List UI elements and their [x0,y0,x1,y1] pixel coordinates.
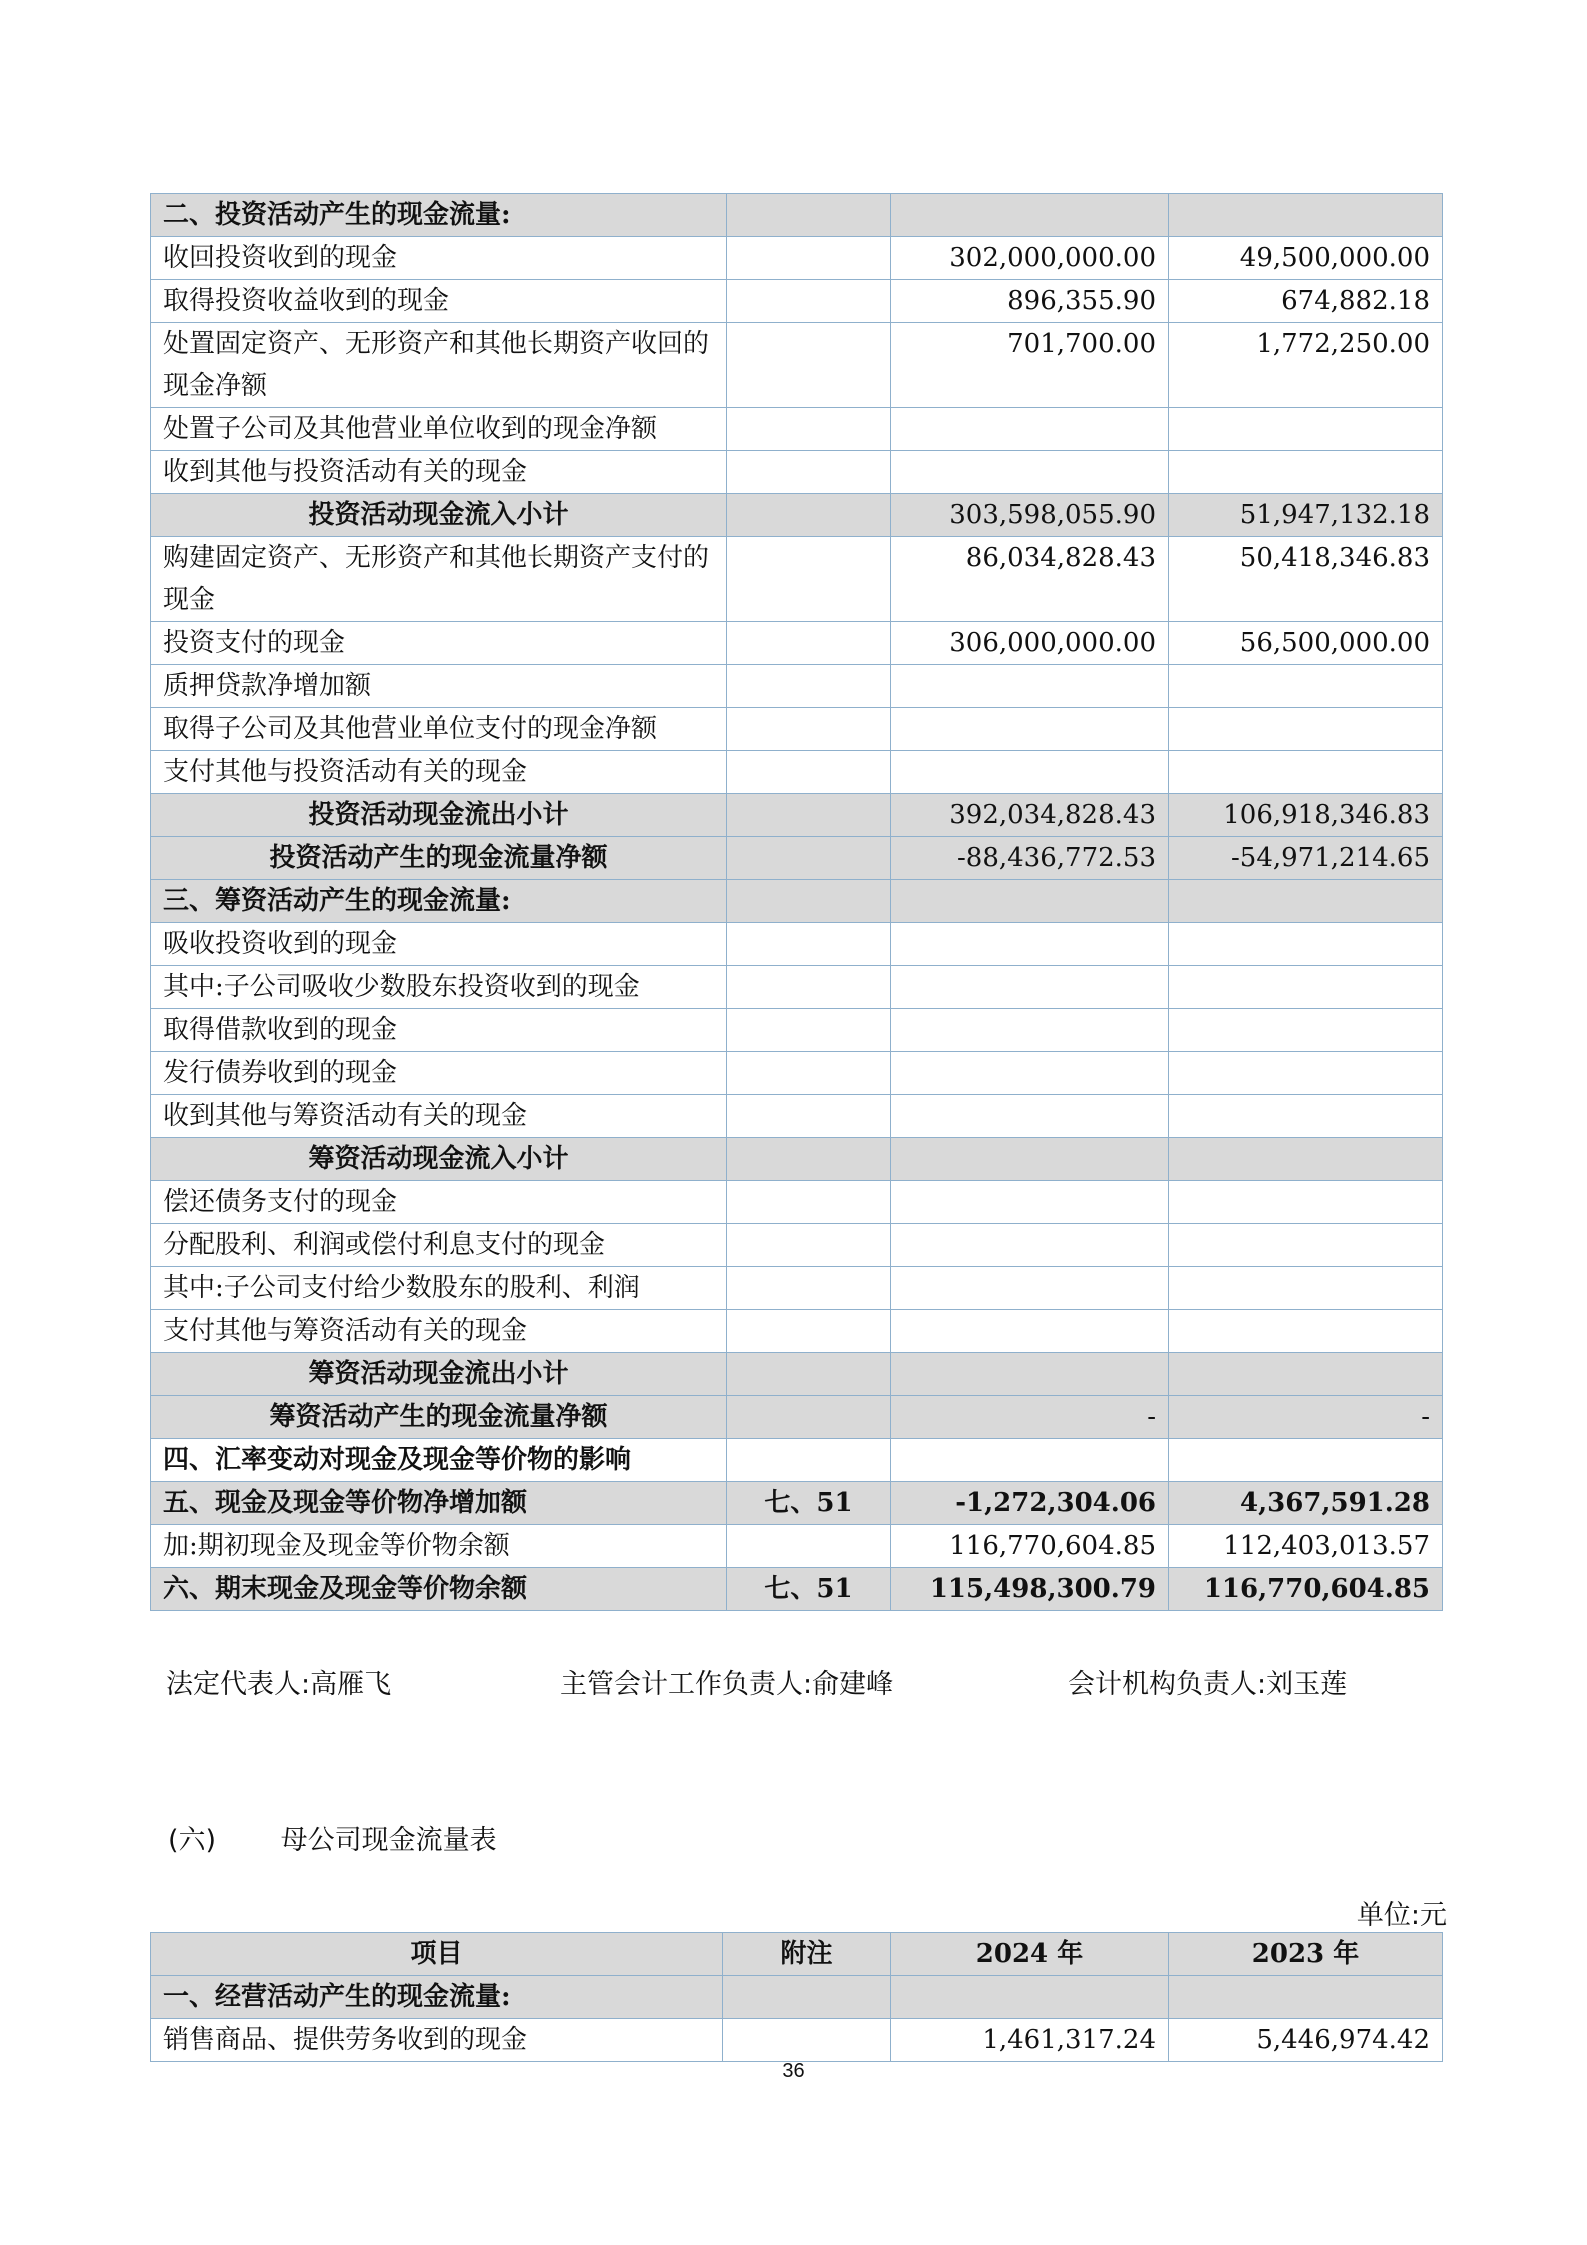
row-value-2024: 303,598,055.90 [891,494,1169,537]
row-value-2024 [891,1976,1169,2019]
row-value-2023: -54,971,214.65 [1169,837,1443,880]
row-value-2023 [1169,751,1443,794]
row-value-2023: 116,770,604.85 [1169,1568,1443,1611]
row-value-2023 [1169,1267,1443,1310]
table-row [151,237,1443,280]
row-label: 投资支付的现金 [151,622,727,665]
row-note [727,1310,891,1353]
row-note [727,622,891,665]
header-2024: 2024 年 [891,1933,1169,1976]
row-value-2023 [1169,1224,1443,1267]
row-label: 支付其他与筹资活动有关的现金 [151,1310,727,1353]
row-value-2024 [891,1181,1169,1224]
table-row [151,537,1443,622]
row-note [727,537,891,622]
row-value-2023: 1,772,250.00 [1169,323,1443,408]
section-title: 母公司现金流量表 [280,1825,497,1856]
table-row [151,966,1443,1009]
row-label: 一、经营活动产生的现金流量: [151,1976,723,2019]
table-row [151,2019,1443,2062]
row-value-2023: 106,918,346.83 [1169,794,1443,837]
row-label: 筹资活动现金流出小计 [151,1353,727,1396]
row-label: 偿还债务支付的现金 [151,1181,727,1224]
table-row [151,1181,1443,1224]
row-value-2023 [1169,1310,1443,1353]
row-value-2023 [1169,1009,1443,1052]
row-label: 投资活动现金流出小计 [151,794,727,837]
row-value-2023: 674,882.18 [1169,280,1443,323]
table-row [151,1568,1443,1611]
row-label: 四、汇率变动对现金及现金等价物的影响 [151,1439,727,1482]
row-value-2024 [891,1095,1169,1138]
row-value-2024 [891,1052,1169,1095]
row-note [727,237,891,280]
table-row [151,708,1443,751]
header-2023: 2023 年 [1169,1933,1443,1976]
row-value-2023 [1169,408,1443,451]
row-label: 投资活动现金流入小计 [151,494,727,537]
row-value-2023: 51,947,132.18 [1169,494,1443,537]
row-value-2024: - [891,1396,1169,1439]
row-label: 筹资活动产生的现金流量净额 [151,1396,727,1439]
row-value-2023 [1169,451,1443,494]
row-value-2024: -88,436,772.53 [891,837,1169,880]
row-note [723,1976,891,2019]
row-label: 收到其他与筹资活动有关的现金 [151,1095,727,1138]
row-value-2024: 86,034,828.43 [891,537,1169,622]
row-value-2024 [891,1310,1169,1353]
row-value-2023: - [1169,1396,1443,1439]
row-value-2023: 56,500,000.00 [1169,622,1443,665]
row-label: 收回投资收到的现金 [151,237,727,280]
row-value-2024 [891,1009,1169,1052]
table-row [151,1095,1443,1138]
row-value-2023: 50,418,346.83 [1169,537,1443,622]
row-label: 投资活动产生的现金流量净额 [151,837,727,880]
row-value-2023 [1169,1095,1443,1138]
row-note [727,1525,891,1568]
table-row [151,194,1443,237]
row-note [727,1353,891,1396]
row-value-2023 [1169,1976,1443,2019]
row-note [727,280,891,323]
row-note [727,323,891,408]
row-note [727,451,891,494]
row-value-2024: 896,355.90 [891,280,1169,323]
row-note [727,751,891,794]
row-value-2024: 1,461,317.24 [891,2019,1169,2062]
row-note [727,837,891,880]
row-value-2023: 4,367,591.28 [1169,1482,1443,1525]
row-label: 二、投资活动产生的现金流量: [151,194,727,237]
table-row [151,1138,1443,1181]
row-label: 分配股利、利润或偿付利息支付的现金 [151,1224,727,1267]
row-note [727,923,891,966]
row-value-2023 [1169,708,1443,751]
row-value-2024: 116,770,604.85 [891,1525,1169,1568]
row-label: 支付其他与投资活动有关的现金 [151,751,727,794]
row-note [727,1439,891,1482]
row-value-2024 [891,1439,1169,1482]
table-row [151,451,1443,494]
table-row [151,1439,1443,1482]
row-label: 质押贷款净增加额 [151,665,727,708]
row-label: 取得子公司及其他营业单位支付的现金净额 [151,708,727,751]
signature-accounting-org-head: 会计机构负责人:刘玉莲 [1068,1669,1348,1700]
row-note [723,2019,891,2062]
header-note: 附注 [723,1933,891,1976]
table-row [151,665,1443,708]
row-note [727,966,891,1009]
row-note [727,880,891,923]
row-value-2023 [1169,1052,1443,1095]
row-value-2023 [1169,1181,1443,1224]
row-value-2024: 701,700.00 [891,323,1169,408]
row-value-2024: 392,034,828.43 [891,794,1169,837]
row-note [727,1224,891,1267]
table-row [151,1009,1443,1052]
row-note [727,1009,891,1052]
row-value-2024 [891,408,1169,451]
row-label: 六、期末现金及现金等价物余额 [151,1568,727,1611]
row-note: 七、51 [727,1482,891,1525]
row-note [727,408,891,451]
table-row [151,622,1443,665]
row-value-2023 [1169,1138,1443,1181]
row-value-2024 [891,923,1169,966]
table-row [151,1396,1443,1439]
row-note: 七、51 [727,1568,891,1611]
row-label: 处置子公司及其他营业单位收到的现金净额 [151,408,727,451]
table-row [151,280,1443,323]
row-note [727,1267,891,1310]
row-note [727,794,891,837]
table-row [151,1353,1443,1396]
table-row [151,1310,1443,1353]
row-value-2024: 306,000,000.00 [891,622,1169,665]
row-note [727,1095,891,1138]
row-label: 三、筹资活动产生的现金流量: [151,880,727,923]
row-value-2023: 5,446,974.42 [1169,2019,1443,2062]
row-value-2024: 115,498,300.79 [891,1568,1169,1611]
row-value-2024 [891,1224,1169,1267]
row-label: 筹资活动现金流入小计 [151,1138,727,1181]
row-value-2024 [891,1353,1169,1396]
table-header-row [151,1933,1443,1976]
row-label: 其中:子公司支付给少数股东的股利、利润 [151,1267,727,1310]
table-row [151,1052,1443,1095]
row-label: 发行债券收到的现金 [151,1052,727,1095]
row-value-2023: 49,500,000.00 [1169,237,1443,280]
table-row [151,837,1443,880]
row-note [727,1181,891,1224]
table-row [151,494,1443,537]
row-label: 其中:子公司吸收少数股东投资收到的现金 [151,966,727,1009]
row-value-2023 [1169,923,1443,966]
table-row [151,923,1443,966]
table-row [151,1482,1443,1525]
row-value-2024 [891,194,1169,237]
table-row [151,408,1443,451]
page-number: 36 [782,2060,805,2082]
table-row [151,751,1443,794]
table-row [151,1525,1443,1568]
row-value-2023 [1169,194,1443,237]
row-value-2024 [891,751,1169,794]
table-row [151,1224,1443,1267]
signature-legal-representative: 法定代表人:高雁飞 [166,1669,392,1700]
row-value-2023 [1169,880,1443,923]
row-label: 取得投资收益收到的现金 [151,280,727,323]
row-note [727,708,891,751]
signature-accounting-head: 主管会计工作负责人:俞建峰 [560,1669,894,1700]
row-value-2024 [891,966,1169,1009]
table-row [151,794,1443,837]
row-label: 取得借款收到的现金 [151,1009,727,1052]
row-value-2024: -1,272,304.06 [891,1482,1169,1525]
table-row [151,323,1443,408]
row-label: 吸收投资收到的现金 [151,923,727,966]
row-value-2024: 302,000,000.00 [891,237,1169,280]
row-value-2024 [891,708,1169,751]
header-item: 项目 [151,1933,723,1976]
row-note [727,194,891,237]
row-value-2023 [1169,665,1443,708]
table-row [151,1267,1443,1310]
row-value-2024 [891,665,1169,708]
unit-label: 单位:元 [1356,1900,1447,1931]
row-note [727,1052,891,1095]
row-label: 销售商品、提供劳务收到的现金 [151,2019,723,2062]
row-label: 加:期初现金及现金等价物余额 [151,1525,727,1568]
row-value-2023 [1169,966,1443,1009]
row-value-2024 [891,451,1169,494]
row-note [727,665,891,708]
cash-flow-table-consolidated [150,193,1443,1611]
row-value-2024 [891,1267,1169,1310]
table-row [151,880,1443,923]
row-note [727,1396,891,1439]
row-value-2024 [891,880,1169,923]
row-label: 购建固定资产、无形资产和其他长期资产支付的现金 [151,537,727,622]
cash-flow-table-parent [150,1932,1443,2062]
row-label: 收到其他与投资活动有关的现金 [151,451,727,494]
section-number: (六) [168,1825,217,1856]
row-label: 五、现金及现金等价物净增加额 [151,1482,727,1525]
row-note [727,494,891,537]
row-value-2023 [1169,1353,1443,1396]
row-value-2023 [1169,1439,1443,1482]
table-row [151,1976,1443,2019]
row-note [727,1138,891,1181]
row-value-2023: 112,403,013.57 [1169,1525,1443,1568]
row-value-2024 [891,1138,1169,1181]
row-label: 处置固定资产、无形资产和其他长期资产收回的现金净额 [151,323,727,408]
section-heading [168,1818,497,1857]
